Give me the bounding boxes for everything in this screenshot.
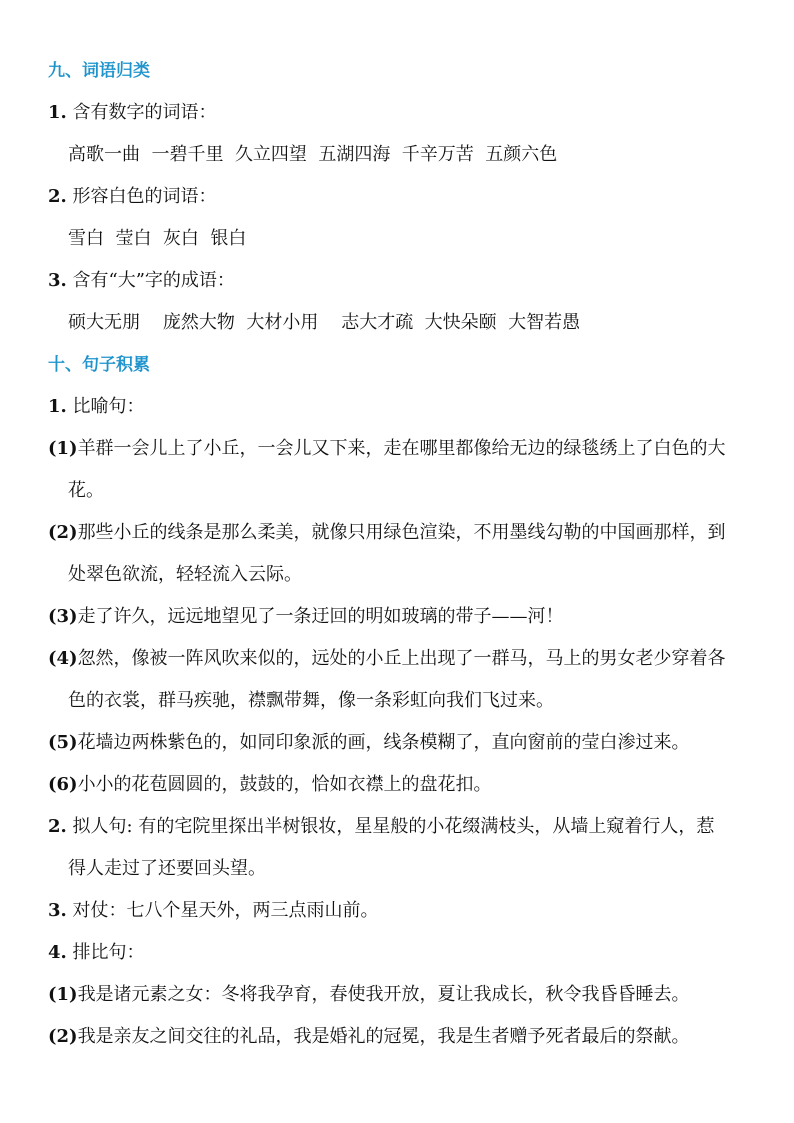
sentence-number: (1)	[48, 438, 78, 459]
document-page	[48, 50, 758, 1058]
item-number: 2.	[48, 816, 67, 837]
sentence-text: 拟人句: 有的宅院里探出半树银妆，星星般的小花缀满枝头，从墙上窥着行人，惹	[72, 816, 715, 837]
item-heading	[48, 932, 758, 974]
sentence	[48, 722, 758, 764]
section-title-9: 九、词语归类	[48, 61, 150, 81]
sentence	[48, 428, 758, 470]
sentence-continuation: 色的衣裳，群马疾驰，襟飘带舞，像一条彩虹向我们飞过来。	[68, 690, 554, 711]
sentence-continuation: 得人走过了还要回头望。	[68, 858, 266, 879]
sentence-text: 走了许久，远远地望见了一条迂回的明如玻璃的带子——河！	[77, 606, 564, 627]
sentence-number: (4)	[48, 648, 78, 669]
item-heading	[48, 386, 758, 428]
item-label: 排比句：	[72, 942, 145, 963]
sentence	[48, 1016, 758, 1058]
item-number: 2.	[48, 186, 67, 207]
sentence-number: (2)	[48, 522, 78, 543]
item-number: 1.	[48, 396, 67, 417]
sentence-text: 羊群一会儿上了小丘，一会儿又下来，走在哪里都像给无边的绿毯绣上了白色的大	[77, 438, 726, 459]
item-label: 含有数字的词语：	[72, 102, 217, 123]
sentence-number: (1)	[48, 984, 78, 1005]
sentence-text: 花墙边两株紫色的，如同印象派的画，线条模糊了，直向窗前的莹白渗过来。	[77, 732, 690, 753]
item-heading	[48, 176, 758, 218]
sentence-text: 我是诸元素之女：冬将我孕育，春使我开放，夏让我成长，秋令我昏昏睡去。	[77, 984, 690, 1005]
sentence-text: 那些小丘的线条是那么柔美，就像只用绿色渲染，不用墨线勾勒的中国画那样，到	[77, 522, 726, 543]
item-label: 含有“大”字的成语：	[72, 270, 235, 291]
sentence-text: 小小的花苞圆圆的，鼓鼓的，恰如衣襟上的盘花扣。	[77, 774, 492, 795]
item-number: 3.	[48, 270, 67, 291]
sentence	[48, 596, 758, 638]
item-number: 3.	[48, 900, 67, 921]
sentence-text: 对仗：七八个星天外，两三点雨山前。	[72, 900, 379, 921]
sentence-continuation: 花。	[68, 480, 104, 501]
sentence-continuation: 处翠色欲流，轻轻流入云际。	[68, 564, 302, 585]
sentence	[48, 974, 758, 1016]
sentence-number: (6)	[48, 774, 78, 795]
sentence-text: 忽然，像被一阵风吹来似的，远处的小丘上出现了一群马，马上的男女老少穿着各	[77, 648, 726, 669]
item-heading	[48, 260, 758, 302]
sentence-text: 我是亲友之间交往的礼品，我是婚礼的冠冕，我是生者赠予死者最后的祭献。	[77, 1026, 690, 1047]
item-heading	[48, 92, 758, 134]
sentence-number: (3)	[48, 606, 78, 627]
sentence	[48, 764, 758, 806]
item-heading	[48, 806, 758, 848]
sentence	[48, 512, 758, 554]
word-list: 硕大无朋 庞然大物 大材小用 志大才疏 大快朵颐 大智若愚	[68, 312, 581, 333]
word-list: 高歌一曲 一碧千里 久立四望 五湖四海 千辛万苦 五颜六色	[68, 144, 558, 165]
item-number: 4.	[48, 942, 67, 963]
item-label: 比喻句：	[72, 396, 145, 417]
item-number: 1.	[48, 102, 67, 123]
sentence-number: (5)	[48, 732, 78, 753]
item-label: 形容白色的词语：	[72, 186, 217, 207]
word-list: 雪白 莹白 灰白 银白	[68, 228, 247, 249]
sentence	[48, 638, 758, 680]
item-heading	[48, 890, 758, 932]
sentence-number: (2)	[48, 1026, 78, 1047]
section-title-10: 十、句子积累	[48, 355, 150, 375]
